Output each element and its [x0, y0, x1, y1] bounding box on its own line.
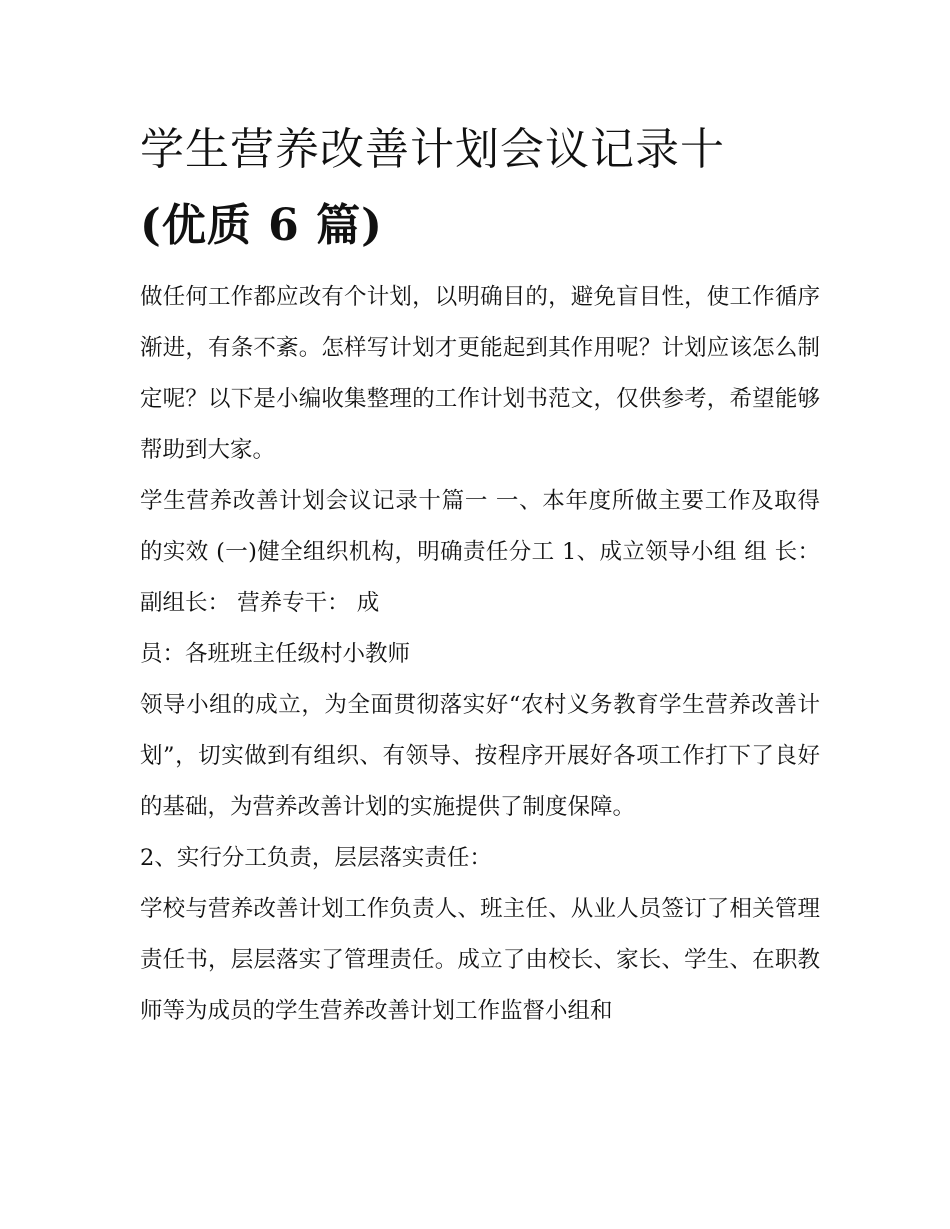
paragraph-section-1: 学生营养改善计划会议记录十篇一 一、本年度所做主要工作及取得的实效 (一)健全组织机构，明确责任分工 1、成立领导小组 组 长： 副组长： 营养专干： 成: [140, 488, 820, 616]
paragraph-members: 员：各班班主任级村小教师: [140, 641, 411, 667]
paragraph-intro: 做任何工作都应改有个计划，以明确目的，避免盲目性，使工作循序渐进，有条不紊。怎样写计划才更能起到其作用呢？计划应该怎么制定呢？以下是小编收集整理的工作计划书范文，仅供参考，希望能够帮助到大家。: [140, 284, 820, 463]
title-line-1: 学生营养改善计划会议记录十: [140, 124, 725, 175]
paragraph-subheading-2: 2、实行分工负责，层层落实责任：: [140, 845, 492, 871]
paragraph-leadership: 领导小组的成立，为全面贯彻落实好“农村义务教育学生营养改善计划”，切实做到有组织、有领导、按程序开展好各项工作打下了良好的基础，为营养改善计划的实施提供了制度保障。: [140, 692, 820, 820]
document-title: [140, 112, 820, 264]
document-page: [140, 112, 820, 1037]
paragraph-responsibility: 学校与营养改善计划工作负责人、班主任、从业人员签订了相关管理责任书，层层落实了管理责任。成立了由校长、家长、学生、在职教师等为成员的学生营养改善计划工作监督小组和: [140, 896, 820, 1024]
title-line-2: (优质 6 篇): [140, 200, 383, 251]
